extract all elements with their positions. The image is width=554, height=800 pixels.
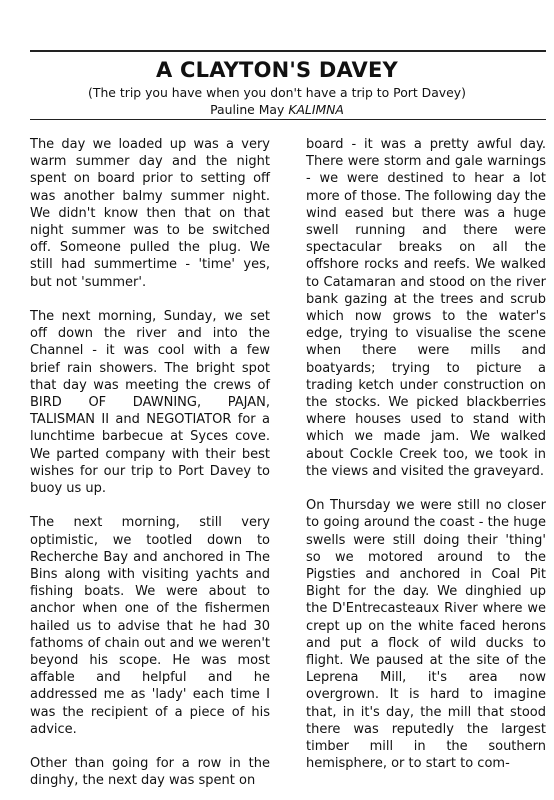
paragraph: The next morning, Sunday, we set off down the river and into the Channel - it was cool with a few brief rain showers. The bright spot that day was meeting the crews of BIRD OF DAWNING, PAJAN, TALISMAN II and NEGOTIATOR for a lunchtime barbecue at Syces cove. We parted company with their best wishes for our trip to Port Davey to buoy us up. [30, 309, 270, 497]
article-title: A CLAYTON'S DAVEY [156, 58, 398, 82]
paragraph: board - it was a pretty awful day. There were storm and gale warnings - we were destined to hear a lot more of those. The following day the wind eased but there was a huge swell running and there were spectacular breaks on all the offshore rocks and reefs. We walked to Catamaran and stood on the river bank gazing at the trees and scrub which now grows to the water's edge, trying to visualise the scene when there were mills and boatyards; trying to picture a trading ketch under construction on the stocks. We picked blackberries where houses used to stand with which we made jam. We walked about Cockle Creek too, we took in the views and visited the graveyard. [306, 137, 546, 479]
top-rule [30, 50, 546, 52]
right-column [306, 136, 546, 773]
boat-name: KALIMNA [288, 102, 344, 117]
author-name: Pauline May [210, 102, 285, 117]
left-column [30, 136, 270, 790]
article-byline [0, 102, 554, 117]
byline-rule [30, 119, 546, 120]
paragraph: The next morning, still very optimistic, we tootled down to Recherche Bay and anchored in The Bins along with visiting yachts and fishing boats. We were about to anchor when one of the fishermen hailed us to advise that he had 30 fathoms of chain out and we weren't beyond his scope. He was most affable and helpful and he addressed me as 'lady' each time I was the recipient of a piece of his advice. [30, 515, 270, 737]
article-subtitle: (The trip you have when you don't have a trip to Port Davey) [88, 85, 466, 100]
paragraph: On Thursday we were still no closer to going around the coast - the huge swells were still doing their 'thing' so we motored around to the Pigsties and anchored in Coal Pit Bight for the day. We dinghied up the D'Entrecasteaux River where we crept up on the white faced herons and put a flock of wild ducks to flight. We paused at the site of the Leprena Mill, it's area now overgrown. It is hard to imagine that, in it's day, the mill that stood there was reputedly the largest timber mill in the southern hemisphere, or to start to com- [306, 498, 546, 772]
paragraph: Other than going for a row in the dinghy, the next day was spent on [30, 756, 270, 789]
paragraph: The day we loaded up was a very warm summer day and the night spent on board prior to setting off was another balmy summer night. We didn't know then that on that night summer was to be switched off. Someone pulled the plug. We still had summertime - 'time' yes, but not 'summer'. [30, 137, 270, 290]
